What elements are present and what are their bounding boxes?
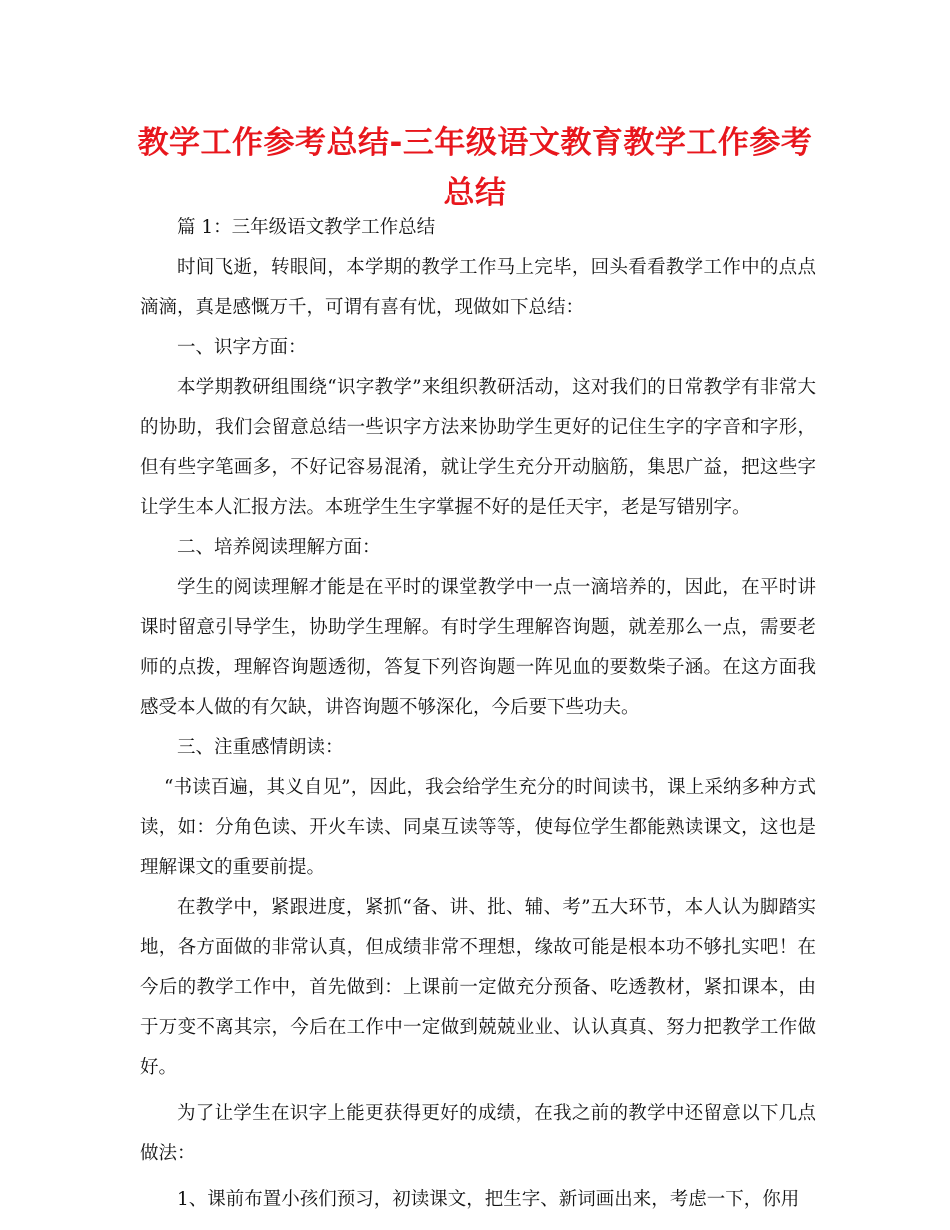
- paragraph-intro: 时间飞逝，转眼间，本学期的教学工作马上完毕，回头看看教学工作中的点点滴滴，真是感慨万千，可谓有喜有忧，现做如下总结：: [140, 257, 816, 318]
- section-heading-article-1: 篇 1：三年级语文教学工作总结: [177, 217, 436, 238]
- section-heading-recitation: 三、注重感情朗读：: [177, 737, 344, 758]
- document-body: [140, 208, 816, 1220]
- paragraph-literacy: 本学期教研组围绕“识字教学”来组织教研活动，这对我们的日常教学有非常大的协助，我们会留意总结一些识字方法来协助学生更好的记住生字的字音和字形，但有些字笔画多，不好记容易混淆，就让学生充分开动脑筋，集思广益，把这些字让学生本人汇报方法。本班学生生字掌握不好的是任天宇，老是写错别字。: [140, 377, 816, 518]
- document-title: 教学工作参考总结-三年级语文教育教学工作参考总结: [137, 125, 813, 211]
- paragraph-methods-intro: 为了让学生在识字上能更获得更好的成绩，在我之前的教学中还留意以下几点做法：: [140, 1103, 816, 1164]
- paragraph-teaching-process: 在教学中，紧跟进度，紧抓“备、讲、批、辅、考”五大环节，本人认为脚踏实地，各方面做的非常认真，但成绩非常不理想，缘故可能是根本功不够扎实吧！在今后的教学工作中，首先做到：上课前一定做充分预备、吃透教材，紧扣课本，由于万变不离其宗，今后在工作中一定做到兢兢业业、认认真真、努力把教学工作做好。: [140, 897, 816, 1078]
- paragraph-reading: 学生的阅读理解才能是在平时的课堂教学中一点一滴培养的，因此，在平时讲课时留意引导学生，协助学生理解。有时学生理解咨询题，就差那么一点，需要老师的点拨，理解咨询题透彻，答复下列咨询题一阵见血的要数柴子涵。在这方面我感受本人做的有欠缺，讲咨询题不够深化，今后要下些功夫。: [140, 577, 816, 718]
- paragraph-method-1: 1、课前布置小孩们预习，初读课文，把生字、新词画出来，考虑一下，你用: [177, 1189, 800, 1210]
- section-heading-reading: 二、培养阅读理解方面：: [177, 537, 381, 558]
- paragraph-recitation: “书读百遍，其义自见”，因此，我会给学生充分的时间读书，课上采纳多种方式读，如：分角色读、开火车读、同桌互读等等，使每位学生都能熟读课文，这也是理解课文的重要前提。: [140, 777, 816, 878]
- section-heading-literacy: 一、识字方面：: [177, 337, 307, 358]
